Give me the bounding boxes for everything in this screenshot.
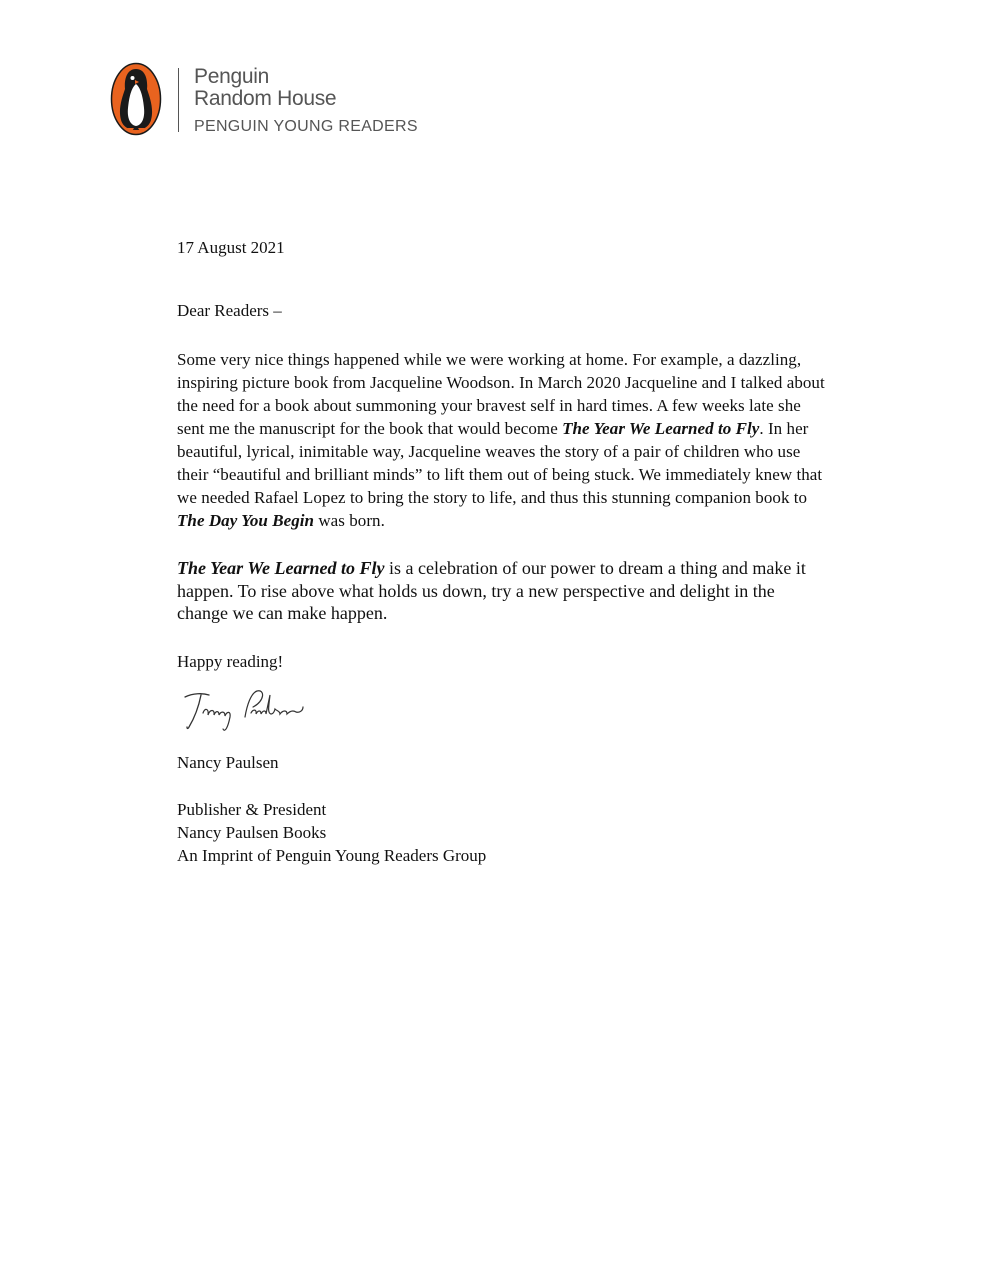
penguin-logo-icon [110,62,162,136]
letter-greeting: Dear Readers – [177,301,282,320]
paragraph-1-text-c: was born. [314,511,385,530]
logo-line-random-house: Random House [194,87,337,110]
logo-line-imprint: PENGUIN YOUNG READERS [194,118,418,135]
book-title-year-we-learned-2: The Year We Learned to Fly [177,558,385,578]
paragraph-1-text-a: Some very nice things happened while we were working at home. For example, a dazzling, inspiring picture book from Jacqueline Woodson. In March 2020 Jacqueline and I talked about the need for a book about summoning your bravest self in hard times. A few weeks late she sent me the manuscript for the book that would become [177,350,825,438]
logo-wordmark [194,66,418,137]
letter-date: 17 August 2021 [177,238,285,257]
signer-name: Nancy Paulsen [177,752,279,772]
letter-closing: Happy reading! [177,651,284,671]
signer-title-line: Publisher & President [177,799,327,819]
logo-divider [178,68,179,132]
signer-title-line: Nancy Paulsen Books [177,822,327,842]
book-title-day-you-begin: The Day You Begin [177,511,315,530]
signer-title-line: An Imprint of Penguin Young Readers Group [177,845,487,865]
signer-title-block [177,798,857,867]
paragraph-2 [177,557,827,625]
letter-body [177,236,857,867]
handwritten-signature [179,683,329,739]
paragraph-2-text: is a celebration of our power to dream a thing and make it happen. To rise above what holds us down, try a new perspective and delight in the change we can make happen. [177,558,806,623]
publisher-logo [110,62,440,138]
paragraph-1 [177,348,827,532]
book-title-year-we-learned: The Year We Learned to Fly [562,419,760,438]
logo-line-penguin: Penguin [194,65,269,88]
paragraph-1-text-b: . In her beautiful, lyrical, inimitable way, Jacqueline weaves the story of a pair of children who use their “beautiful and brilliant minds” to lift them out of being stuck. We immediately knew that we needed Rafael Lopez to bring the story to life, and thus this stunning companion book to [177,419,823,507]
